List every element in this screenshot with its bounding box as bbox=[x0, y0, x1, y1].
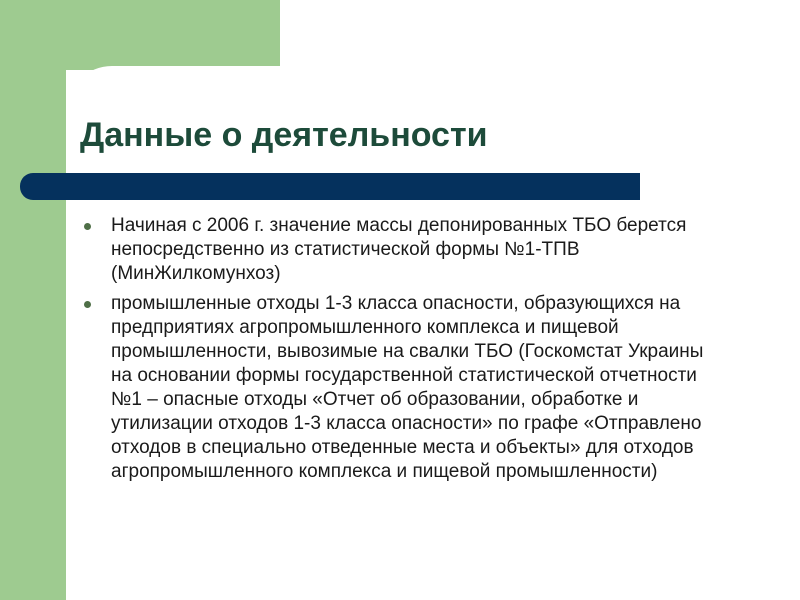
title-underline-bar bbox=[20, 173, 640, 200]
bullet-text: промышленные отходы 1-3 класса опасности, образующихся на предприятиях агропромышленного комплекса и пищевой промышленности, вывозимые на свалки ТБО (Госкомстат Украины на основании формы государственной статистической отчетности №1 – опасные отходы «Отчет об образовании, обработке и утилизации отходов 1-3 класса опасности» по графе «Отправлено отходов в специально отведенные места и объекты» для отходов агропромышленного комплекса и пищевой промышленности) bbox=[111, 293, 704, 482]
top-green-block bbox=[66, 0, 280, 70]
bullet-dot-icon bbox=[84, 223, 91, 230]
bullet-item bbox=[80, 214, 720, 286]
bullet-dot-icon bbox=[84, 301, 91, 308]
bullet-list bbox=[80, 214, 720, 490]
left-green-band bbox=[0, 0, 66, 600]
slide-title: Данные о деятельности bbox=[80, 116, 488, 154]
bullet-text: Начиная с 2006 г. значение массы депонированных ТБО берется непосредственно из статистической формы №1-ТПВ (МинЖилкомунхоз) bbox=[111, 215, 687, 284]
bullet-item bbox=[80, 292, 720, 484]
